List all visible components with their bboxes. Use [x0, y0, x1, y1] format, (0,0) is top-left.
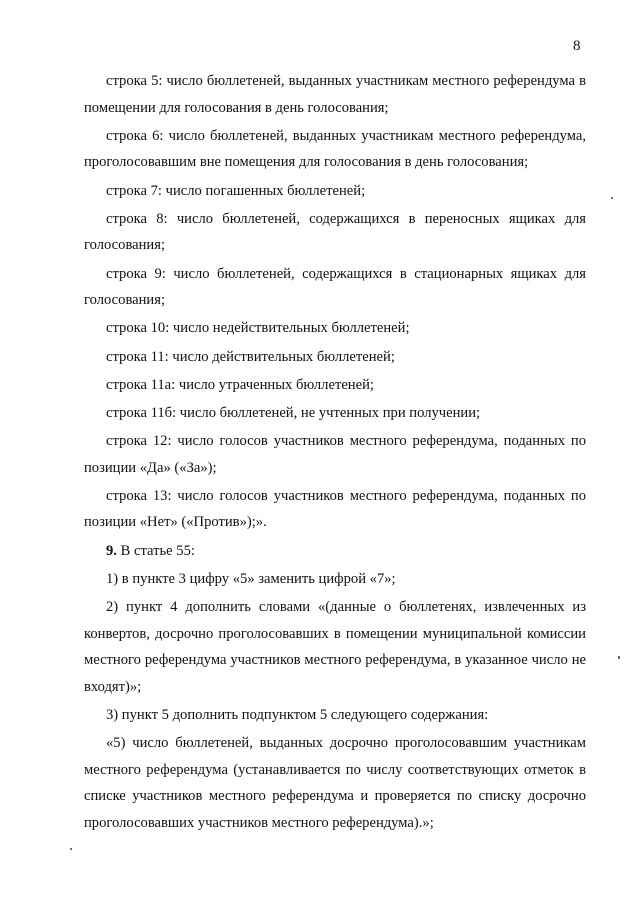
paragraph-line-11b: строка 11б: число бюллетеней, не учтенных при получении; [106, 404, 481, 421]
paragraph-line-11a: строка 11а: число утраченных бюллетеней; [106, 376, 374, 393]
scan-speck [618, 656, 620, 659]
paragraph-line-8: строка 8: число бюллетеней, содержащихся в переносных ящиках для голосования; [84, 210, 586, 254]
paragraph-line-10: строка 10: число недействительных бюллетеней; [106, 320, 410, 337]
paragraph-point-5: 3) пункт 5 дополнить подпунктом 5 следующего содержания: [106, 706, 489, 723]
page-number: 8 [573, 38, 581, 54]
item-text: В статье 55: [116, 542, 195, 559]
paragraph-subpoint-5: «5) число бюллетеней, выданных досрочно проголосовавшим участникам местного референдума (устанавливается по числу соответствующих отметок в списке участников местного референдума и проверяется по списку досрочно проголосовавших участников местного референдума).»; [84, 735, 586, 831]
scan-speck [70, 848, 72, 850]
paragraph-line-6: строка 6: число бюллетеней, выданных участникам местного референдума, проголосовавшим вне помещения для голосования в день голосования; [84, 127, 586, 171]
paragraph-line-12: строка 12: число голосов участников местного референдума, поданных по позиции «Да» («За»); [84, 433, 586, 476]
paragraph-line-11: строка 11: число действительных бюллетеней; [106, 348, 395, 365]
scan-speck [611, 197, 613, 199]
paragraph-line-5: строка 5: число бюллетеней, выданных участникам местного референдума в помещении для голосования в день голосования; [84, 73, 586, 116]
item-number: 9. [106, 542, 117, 559]
paragraph-point-3: 1) в пункте 3 цифру «5» заменить цифрой «7»; [106, 570, 396, 587]
paragraph-line-13: строка 13: число голосов участников местного референдума, поданных по позиции «Нет» («Против»);». [84, 487, 586, 531]
paragraph-line-7: строка 7: число погашенных бюллетеней; [106, 182, 366, 199]
paragraph-point-4: 2) пункт 4 дополнить словами «(данные о бюллетенях, извлеченных из конвертов, досрочно проголосовавших в помещении муниципальной комиссии местного референдума участников местного референдума, в указанное число не входят)»; [84, 599, 586, 695]
paragraph-line-9: строка 9: число бюллетеней, содержащихся в стационарных ящиках для голосования; [84, 265, 586, 309]
document-body [84, 68, 586, 838]
paragraph-article-55 [84, 538, 586, 565]
